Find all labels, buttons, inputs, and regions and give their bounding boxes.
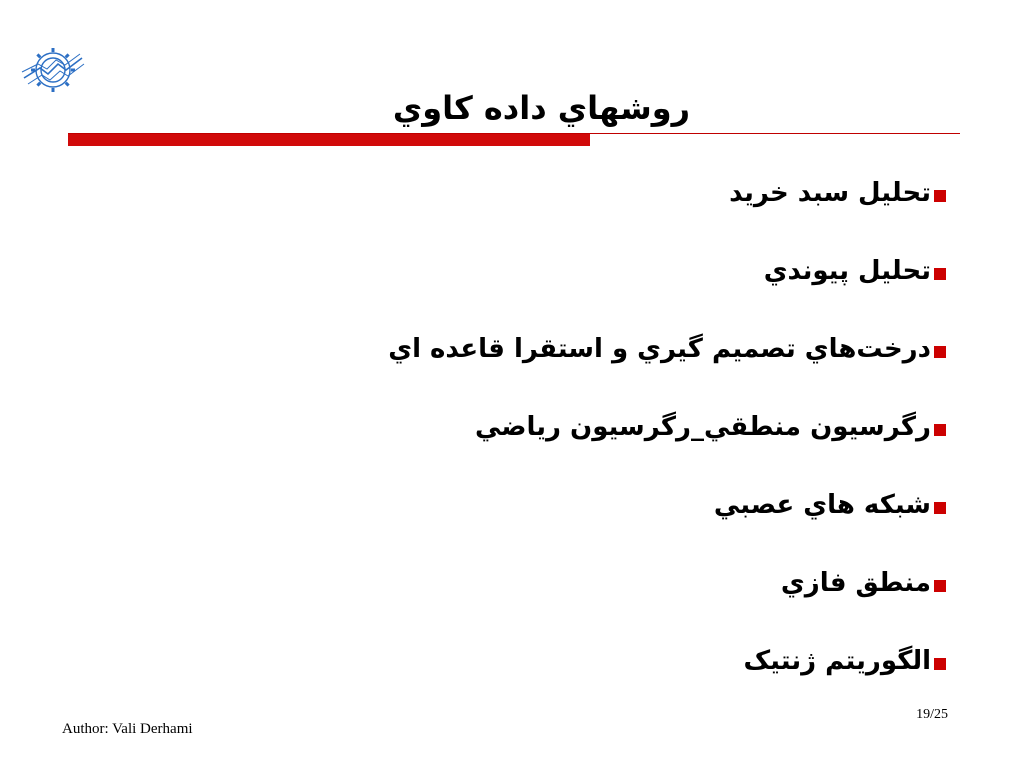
bullet-text: تحليل پيوندي <box>763 256 931 286</box>
square-bullet-icon <box>934 658 946 670</box>
bullet-text: درخت‌هاي تصميم گيري و استقرا قاعده اي <box>388 334 931 364</box>
title-underline-thick <box>68 134 590 146</box>
bullet-text: تحليل سبد خريد <box>729 178 931 208</box>
list-item <box>326 326 946 372</box>
square-bullet-icon <box>934 580 946 592</box>
square-bullet-icon <box>934 502 946 514</box>
square-bullet-icon <box>934 346 946 358</box>
university-gear-logo-icon <box>20 42 86 98</box>
bullet-text: رگرسيون منطقي_رگرسيون رياضي <box>475 412 931 442</box>
list-item <box>326 560 946 606</box>
list-item <box>326 170 946 216</box>
page-number: 19/25 <box>916 707 948 722</box>
list-item <box>326 638 946 684</box>
bullet-text: الگوريتم ژنتيک <box>743 646 931 676</box>
bullet-list <box>326 170 946 716</box>
list-item <box>326 248 946 294</box>
footer-author: Author: Vali Derhami <box>62 721 193 737</box>
list-item <box>326 404 946 450</box>
square-bullet-icon <box>934 424 946 436</box>
bullet-text: شبکه هاي عصبي <box>713 490 931 520</box>
bullet-text: منطق فازي <box>780 568 931 598</box>
list-item <box>326 482 946 528</box>
square-bullet-icon <box>934 268 946 280</box>
square-bullet-icon <box>934 190 946 202</box>
slide-title: روشهاي داده کاوي <box>392 89 690 127</box>
